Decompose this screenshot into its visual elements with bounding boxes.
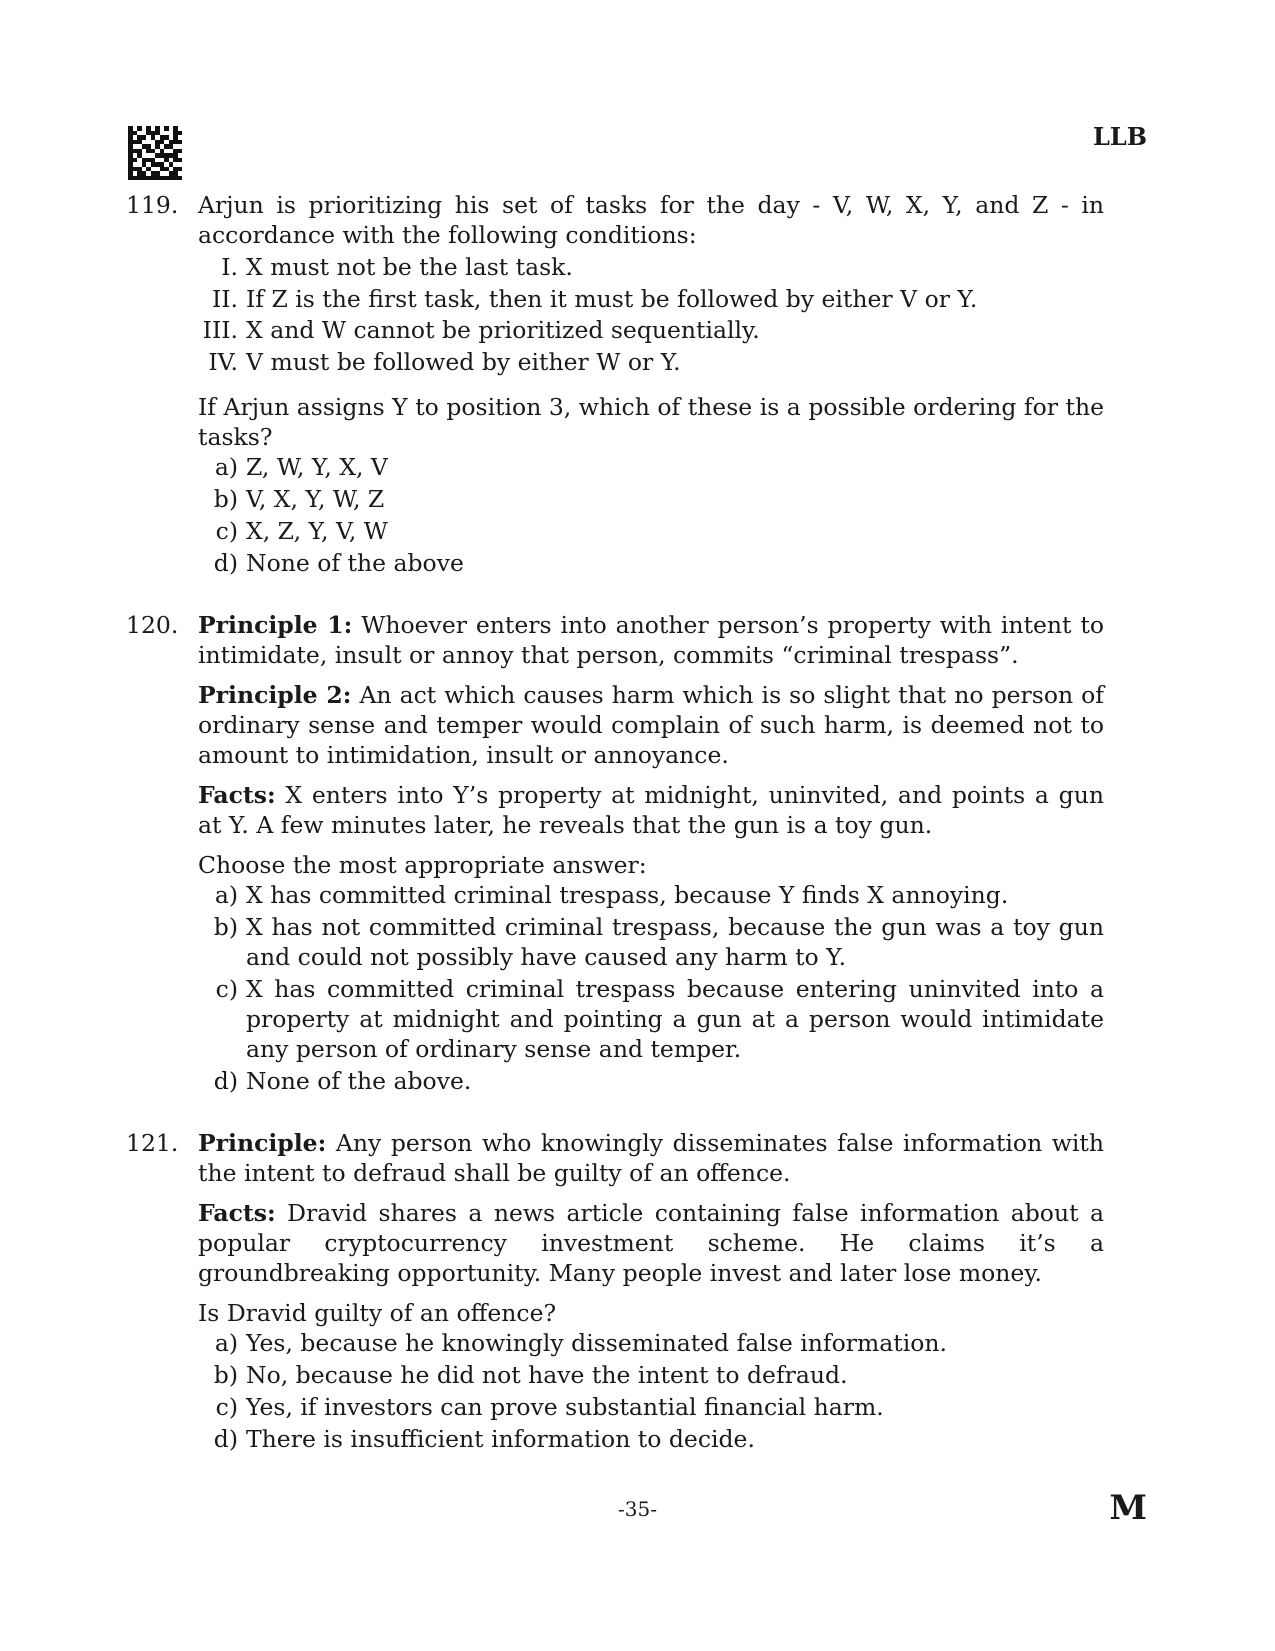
question-stem: Choose the most appropriate answer: bbox=[198, 851, 647, 879]
question-number: 121. bbox=[126, 1129, 179, 1157]
paper-code: LLB bbox=[1092, 122, 1147, 151]
options-list bbox=[198, 452, 1104, 578]
option-d[interactable]: d) There is insufficient information to decide. bbox=[213, 1425, 755, 1453]
condition-item: IV. V must be followed by either W or Y. bbox=[208, 347, 681, 376]
question-stem: Is Dravid guilty of an offence? bbox=[198, 1299, 557, 1327]
option-d[interactable]: d) None of the above bbox=[213, 549, 464, 577]
question-number: 120. bbox=[126, 611, 179, 639]
option-b[interactable]: b) No, because he did not have the intent to defraud. bbox=[213, 1361, 848, 1389]
option-c[interactable]: c) X has committed criminal trespass because entering uninvited into a property at midnight and pointing a gun at a person would intimidate any person of ordinary sense and temper. bbox=[215, 975, 1104, 1063]
condition-item: I. X must not be the last task. bbox=[221, 253, 573, 281]
facts: Facts: Dravid shares a news article containing false information about a popular cryptocurrency investment scheme. He claims it’s a groundbreaking opportunity. Many people invest and later lose money. bbox=[198, 1199, 1104, 1287]
option-a[interactable]: a) X has committed criminal trespass, because Y finds X annoying. bbox=[214, 881, 1009, 909]
option-a[interactable]: a) Yes, because he knowingly disseminated false information. bbox=[214, 1329, 947, 1357]
question-stem: If Arjun assigns Y to position 3, which of these is a possible ordering for the tasks? bbox=[198, 393, 1104, 451]
condition-item: II. If Z is the first task, then it must be followed by either V or Y. bbox=[211, 284, 978, 313]
question-121 bbox=[126, 1128, 1104, 1464]
question-body bbox=[198, 190, 1104, 588]
principle: Principle: Any person who knowingly disseminates false information with the intent to defraud shall be guilty of an offence. bbox=[198, 1129, 1104, 1187]
qr-code-icon bbox=[128, 126, 182, 180]
question-number: 119. bbox=[126, 191, 179, 219]
question-content bbox=[126, 190, 1104, 1486]
option-d[interactable]: d) None of the above. bbox=[213, 1067, 472, 1095]
principle-1: Principle 1: Whoever enters into another person’s property with intent to intimidate, insult or annoy that person, commits “criminal trespass”. bbox=[198, 611, 1105, 669]
principle-2: Principle 2: An act which causes harm which is so slight that no person of ordinary sense and temper would complain of such harm, is deemed not to amount to intimidation, insult or annoyance. bbox=[198, 681, 1105, 769]
page-number: -35- bbox=[618, 1497, 657, 1521]
option-c[interactable]: c) X, Z, Y, V, W bbox=[215, 517, 388, 545]
facts: Facts: X enters into Y’s property at midnight, uninvited, and points a gun at Y. A few minutes later, he reveals that the gun is a toy gun. bbox=[198, 781, 1104, 839]
set-code: M bbox=[1109, 1488, 1147, 1528]
question-119 bbox=[126, 190, 1104, 588]
question-body bbox=[198, 610, 1104, 1106]
option-a[interactable]: a) Z, W, Y, X, V bbox=[214, 453, 388, 481]
condition-item: III. X and W cannot be prioritized sequentially. bbox=[202, 316, 760, 344]
conditions-list bbox=[198, 252, 1104, 378]
options-list bbox=[198, 880, 1104, 1096]
question-120 bbox=[126, 610, 1104, 1106]
question-body bbox=[198, 1128, 1104, 1464]
option-b[interactable]: b) X has not committed criminal trespass, because the gun was a toy gun and could not possibly have caused any harm to Y. bbox=[213, 913, 1104, 971]
option-c[interactable]: c) Yes, if investors can prove substantial financial harm. bbox=[215, 1393, 884, 1421]
options-list bbox=[198, 1328, 1104, 1454]
option-b[interactable]: b) V, X, Y, W, Z bbox=[213, 485, 385, 513]
question-intro: Arjun is prioritizing his set of tasks for the day - V, W, X, Y, and Z - in accordance with the following conditions: bbox=[198, 191, 1104, 249]
